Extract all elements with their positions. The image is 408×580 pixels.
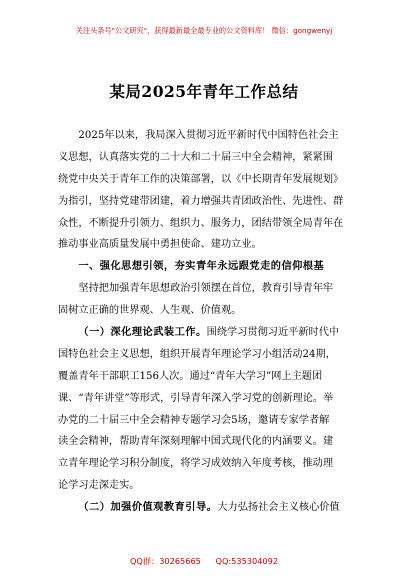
- paragraph-line-text: 推动事业高质量发展中勇担使命、建功立业。: [58, 239, 262, 251]
- paragraph-line-text: 论学习走深走实。: [58, 480, 140, 492]
- document-body: [58, 125, 358, 519]
- paragraph-line: [58, 344, 358, 366]
- paragraph-line-text: 2025年以来，我局深入贯彻习近平新时代中国特色社会主: [78, 130, 339, 141]
- paragraph-line: [58, 475, 358, 497]
- subsection-lead: （一）深化理论武装工作。: [78, 327, 207, 339]
- paragraph-line-text: 读全会精神，帮助青年深刻理解中国式现代化的内涵要义。建: [58, 436, 334, 448]
- paragraph-line: [58, 169, 358, 191]
- paragraph-line: [58, 125, 358, 147]
- paragraph-line: [58, 366, 358, 388]
- paragraph-line-text: 大力弘扬社会主义核心价值: [217, 502, 340, 514]
- paragraph-line-text: 坚持把加强青年思想政治引领摆在首位，教育引导青年牢: [78, 283, 334, 295]
- paragraph-line-text: 国特色社会主义思想，组织开展青年理论学习小组活动24期，: [58, 348, 336, 360]
- footer-contact: [0, 556, 408, 567]
- paragraph-line: [58, 322, 358, 344]
- paragraph-line-text: 为指引，坚持党建带团建，着力增强共青团政治性、先进性、群: [58, 195, 344, 207]
- paragraph-line: [58, 300, 358, 322]
- paragraph-line-text: 课、“青年讲堂”等形式，引导青年深入学习党的创新理论。举: [58, 392, 334, 404]
- paragraph-line: [58, 453, 358, 475]
- paragraph-line: [58, 278, 358, 300]
- paragraph-line-text: 众性，不断提升引领力、组织力、服务力，团结带领全局青年在: [58, 217, 344, 229]
- paragraph-line: [58, 191, 358, 213]
- paragraph-line: [58, 431, 358, 453]
- footer-qq: QQ:535304092: [215, 556, 279, 566]
- paragraph-line: [58, 234, 358, 256]
- paragraph-line-text: 围绕学习贯彻习近平新时代中: [206, 327, 340, 339]
- subsection-lead: （二）加强价值观教育引导。: [78, 502, 218, 514]
- paragraph-line: [58, 410, 358, 432]
- paragraph-line: [58, 147, 358, 169]
- paragraph-line-text: 固树立正确的世界观、人生观、价值观。: [58, 305, 242, 317]
- document-title: 某局2025年青年工作总结: [109, 82, 299, 101]
- paragraph-line: [58, 213, 358, 235]
- paragraph-line: [58, 388, 358, 410]
- section-heading: [58, 256, 358, 278]
- header-promo-note: 关注头条号"公文研究"，获得最新最全最专业的公文资料库！ 微信：gongwenyj: [75, 26, 333, 35]
- section-heading-text: 一、强化思想引领，夯实青年永远跟党走的信仰根基: [78, 261, 325, 273]
- paragraph-line-text: 立青年理论学习积分制度，将学习成效纳入年度考核，推动理: [58, 458, 334, 470]
- paragraph-line-text: 绕党中央关于青年工作的决策部署，以《中长期青年发展规划》: [58, 173, 344, 185]
- paragraph-line-text: 覆盖青年干部职工156人次。通过“青年大学习”网上主题团: [58, 370, 323, 382]
- paragraph-line: [58, 497, 358, 519]
- paragraph-line-text: 义思想，认真落实党的二十大和二十届三中全会精神，紧紧围: [58, 151, 334, 163]
- footer-qq-group: QQ群：30265665: [129, 556, 201, 566]
- paragraph-line-text: 办党的二十届三中全会精神专题学习会5场，邀请专家学者解: [58, 414, 330, 426]
